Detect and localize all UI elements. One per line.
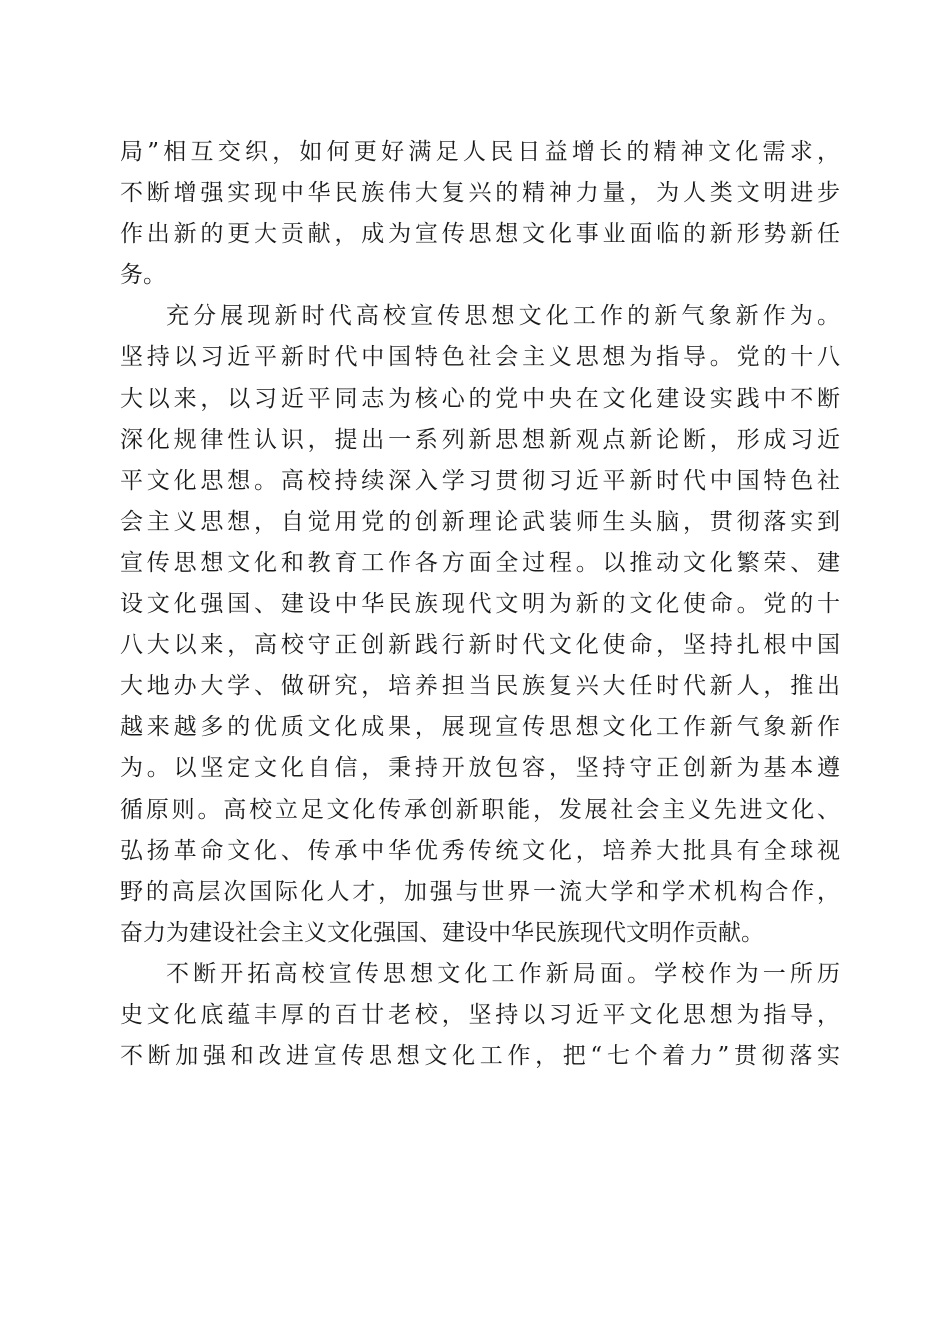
- text-line: 坚持以习近平新时代中国特色社会主义思想为指导。党的十八: [120, 344, 840, 371]
- text-line: 务。: [120, 262, 166, 289]
- text-line: 不断加强和改进宣传思想文化工作，把“七个着力”贯彻落实: [120, 1043, 840, 1070]
- paragraph-first-line: 不断开拓高校宣传思想文化工作新局面。学校作为一所历: [166, 960, 840, 987]
- text-line: 平文化思想。高校持续深入学习贯彻习近平新时代中国特色社: [120, 467, 840, 494]
- text-line: 大地办大学、做研究，培养担当民族复兴大任时代新人，推出: [120, 673, 840, 700]
- body-text: [120, 132, 840, 1077]
- text-line: 为。以坚定文化自信，秉持开放包容，坚持守正创新为基本遵: [120, 755, 840, 782]
- text-line: 会主义思想，自觉用党的创新理论武装师生头脑，贯彻落实到: [120, 508, 840, 535]
- text-line: 深化规律性认识，提出一系列新思想新观点新论断，形成习近: [120, 426, 840, 453]
- text-line: 作出新的更大贡献，成为宣传思想文化事业面临的新形势新任: [120, 221, 840, 248]
- text-line: 不断增强实现中华民族伟大复兴的精神力量，为人类文明进步: [120, 180, 840, 207]
- text-line: 奋力为建设社会主义文化强国、建设中华民族现代文明作贡献。: [120, 919, 764, 946]
- paragraph-first-line: 充分展现新时代高校宣传思想文化工作的新气象新作为。: [166, 303, 840, 330]
- text-line: 八大以来，高校守正创新践行新时代文化使命，坚持扎根中国: [120, 632, 840, 659]
- text-line: 大以来，以习近平同志为核心的党中央在文化建设实践中不断: [120, 385, 840, 412]
- text-line: 宣传思想文化和教育工作各方面全过程。以推动文化繁荣、建: [120, 549, 840, 576]
- text-line: 局”相互交织，如何更好满足人民日益增长的精神文化需求，: [120, 139, 840, 165]
- text-line: 史文化底蕴丰厚的百廿老校，坚持以习近平文化思想为指导，: [120, 1001, 840, 1028]
- text-line: 循原则。高校立足文化传承创新职能，发展社会主义先进文化、: [120, 796, 840, 823]
- text-line: 弘扬革命文化、传承中华优秀传统文化，培养大批具有全球视: [120, 837, 840, 864]
- text-line: 野的高层次国际化人才，加强与世界一流大学和学术机构合作，: [120, 878, 840, 905]
- text-line: 越来越多的优质文化成果，展现宣传思想文化工作新气象新作: [120, 714, 840, 741]
- text-line: 设文化强国、建设中华民族现代文明为新的文化使命。党的十: [120, 591, 840, 618]
